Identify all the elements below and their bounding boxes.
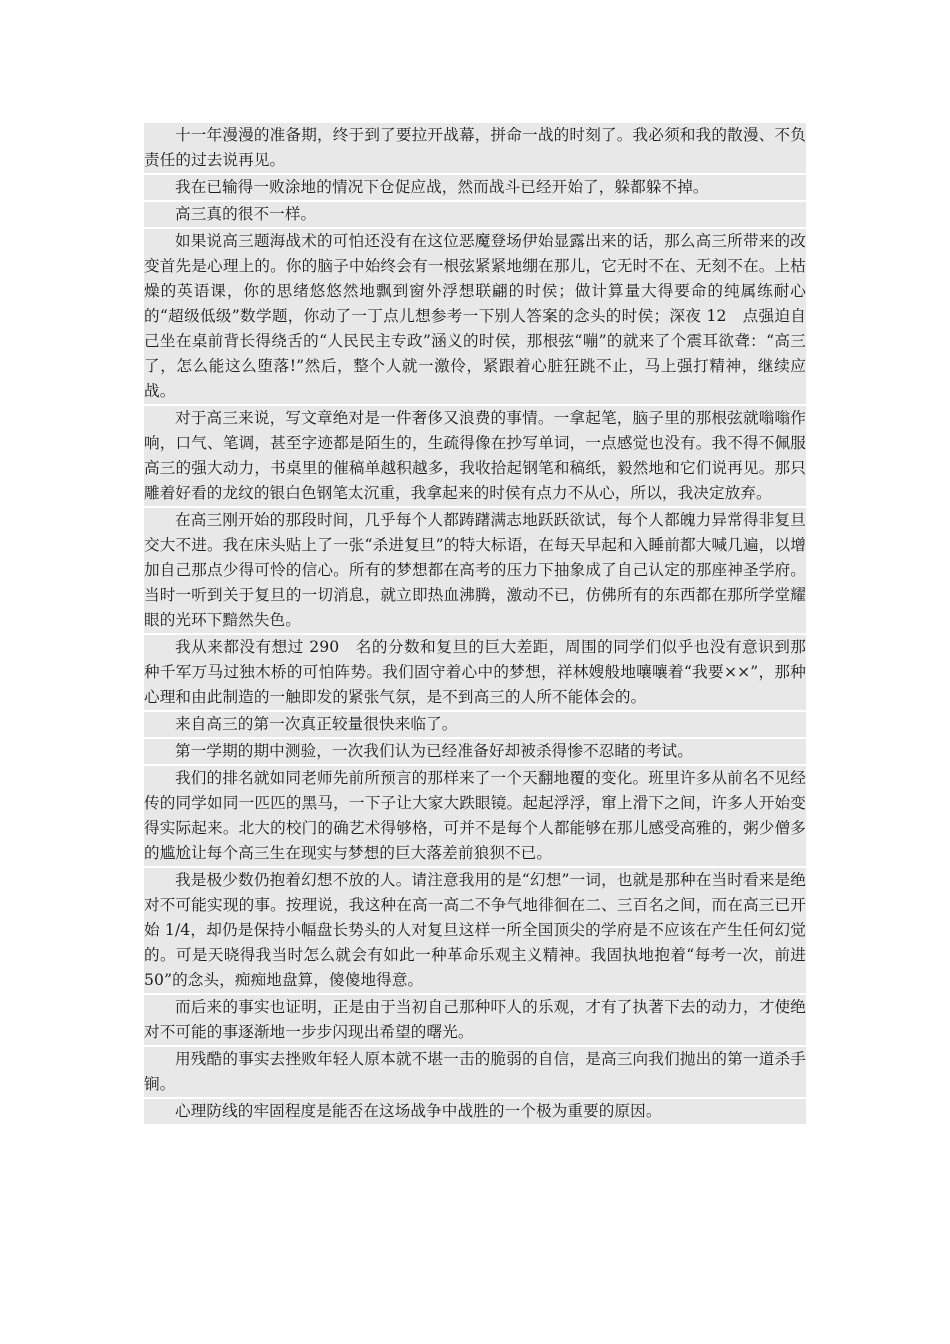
paragraph: 心理防线的牢固程度是能否在这场战争中战胜的一个极为重要的原因。 bbox=[144, 1097, 806, 1124]
paragraph: 用残酷的事实去挫败年轻人原本就不堪一击的脆弱的自信，是高三向我们抛出的第一道杀手锏。 bbox=[144, 1045, 806, 1097]
paragraph: 十一年漫漫的准备期，终于到了要拉开战幕，拼命一战的时刻了。我必须和我的散漫、不负责任的过去说再见。 bbox=[144, 126, 806, 169]
paragraph: 我们的排名就如同老师先前所预言的那样来了一个天翻地覆的变化。班里许多从前名不见经传的同学如同一匹匹的黑马，一下子让大家大跌眼镜。起起浮浮，窜上滑下之间，许多人开始变得实际起来。北大的校门的确艺术得够格，可并不是每个人都能够在那儿感受高雅的，粥少僧多的尴尬让每个高三生在现实与梦想的巨大落差前狼狈不已。 bbox=[144, 764, 806, 866]
paragraph: 我是极少数仍抱着幻想不放的人。请注意我用的是“幻想”一词，也就是那种在当时看来是绝对不可能实现的事。按理说，我这种在高一高二不争气地徘徊在二、三百名之间，而在高三已开始 1/4，却仍是保持小幅盘长势头的人对复旦这样一所全国顶尖的学府是不应该在产生任何幻觉的。可是天晓得我当时怎么就会有如此一种革命乐观主义精神。我固执地抱着“每考一次，前进 50”的念头，痴痴地盘算，傻傻地得意。 bbox=[144, 866, 806, 993]
paragraph: 在高三刚开始的那段时间，几乎每个人都踌躇满志地跃跃欲试，每个人都魄力异常得非复旦交大不进。我在床头贴上了一张“杀进复旦”的特大标语，在每天早起和入睡前都大喊几遍，以增加自己那点少得可怜的信心。所有的梦想都在高考的压力下抽象成了自己认定的那座神圣学府。当时一听到关于复旦的一切消息，就立即热血沸腾，激动不已，仿佛所有的东西都在那所学堂耀眼的光环下黯然失色。 bbox=[144, 506, 806, 633]
article-body bbox=[144, 123, 806, 1124]
paragraph: 高三真的很不一样。 bbox=[144, 200, 806, 227]
paragraph: 来自高三的第一次真正较量很快来临了。 bbox=[144, 710, 806, 737]
paragraph: 我从来都没有想过 290 名的分数和复旦的巨大差距，周围的同学们似乎也没有意识到那种千军万马过独木桥的可怕阵势。我们固守着心中的梦想，祥林嫂般地嚷嚷着“我要××”，那种心理和由此制造的一触即发的紧张气氛，是不到高三的人所不能体会的。 bbox=[144, 633, 806, 710]
paragraph: 而后来的事实也证明，正是由于当初自己那种吓人的乐观，才有了执著下去的动力，才使绝对不可能的事逐渐地一步步闪现出希望的曙光。 bbox=[144, 993, 806, 1045]
paragraph: 如果说高三题海战术的可怕还没有在这位恶魔登场伊始显露出来的话，那么高三所带来的改变首先是心理上的。你的脑子中始终会有一根弦紧紧地绷在那儿，它无时不在、无刻不在。上枯燥的英语课，你的思绪悠悠然地飘到窗外浮想联翩的时侯；做计算量大得要命的纯属练耐心的“超级低级”数学题，你动了一丁点儿想参考一下别人答案的念头的时侯；深夜 12 点强迫自己坐在桌前背长得绕舌的“人民民主专政”涵义的时侯，那根弦“嘣”的就来了个震耳欲聋：“高三了，怎么能这么堕落!”然后，整个人就一激伶，紧跟着心脏狂跳不止，马上强打精神，继续应战。 bbox=[144, 227, 806, 404]
paragraph: 我在已输得一败涂地的情况下仓促应战，然而战斗已经开始了，躲都躲不掉。 bbox=[144, 173, 806, 200]
paragraph: 对于高三来说，写文章绝对是一件奢侈又浪费的事情。一拿起笔，脑子里的那根弦就嗡嗡作响，口气、笔调，甚至字迹都是陌生的，生疏得像在抄写单词，一点感觉也没有。我不得不佩服高三的强大动力，书桌里的催稿单越积越多，我收拾起钢笔和稿纸，毅然地和它们说再见。那只雕着好看的龙纹的银白色钢笔太沉重，我拿起来的时侯有点力不从心，所以，我决定放弃。 bbox=[144, 404, 806, 506]
paragraph: 第一学期的期中测验，一次我们认为已经准备好却被杀得惨不忍睹的考试。 bbox=[144, 737, 806, 764]
